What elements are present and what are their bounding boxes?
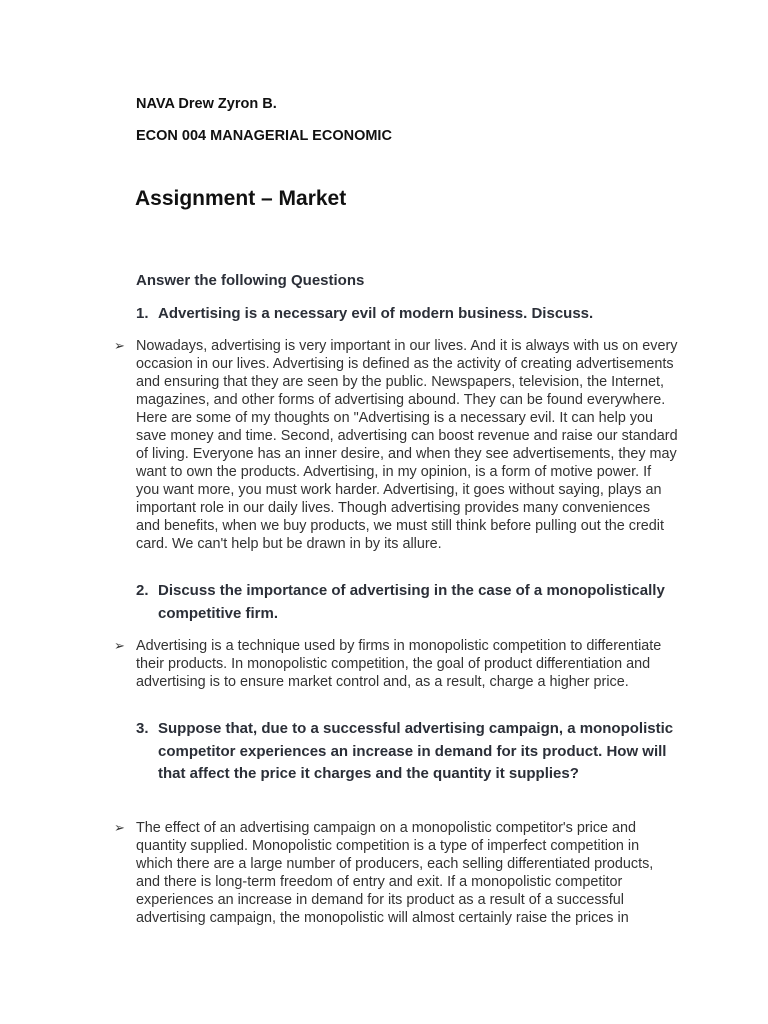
question-3: [136, 718, 676, 786]
question-text: Suppose that, due to a successful advertising campaign, a monopolistic competitor experiences an increase in demand for its product. How will that affect the price it charges and the quantity it supplies?: [158, 720, 674, 782]
instructions-heading: Answer the following Questions: [136, 272, 365, 289]
question-2: [136, 580, 676, 625]
question-number: 2.: [136, 582, 149, 599]
question-text: Advertising is a necessary evil of modern business. Discuss.: [158, 305, 594, 322]
question-1: [136, 303, 676, 326]
student-name: NAVA Drew Zyron B.: [136, 96, 277, 112]
question-number: 1.: [136, 305, 149, 322]
assignment-title: Assignment – Market: [135, 187, 347, 210]
arrow-bullet-icon: ➢: [114, 338, 125, 353]
arrow-bullet-icon: ➢: [114, 820, 125, 835]
arrow-bullet-icon: ➢: [114, 638, 125, 653]
answer-1: Nowadays, advertising is very important in our lives. And it is always with us on every occasion in our lives. Advertising is defined as the activity of creating advertisements and ensuring that they are seen by the public. Newspapers, television, the Internet, magazines, and other forms of advertising abound. They can be found everywhere. Here are some of my thoughts on "Advertising is a necessary evil. It can help you save money and time. Second, advertising can boost revenue and raise our standard of living. Everyone has an inner desire, and when they see advertisements, they may want to own the products. Advertising, in my opinion, is a form of motive power. If you want more, you must work harder. Advertising, it goes without saying, plays an important role in our daily lives. Though advertising provides many conveniences and benefits, when we buy products, we must still think before pulling out the credit card. We can't help but be drawn in by its allure.: [136, 338, 678, 552]
answer-2: Advertising is a technique used by firms in monopolistic competition to differentiate their products. In monopolistic competition, the goal of product differentiation and advertising is to ensure market control and, as a result, charge a higher price.: [136, 638, 662, 690]
question-text: Discuss the importance of advertising in the case of a monopolistically competitive firm.: [158, 582, 665, 622]
question-number: 3.: [136, 720, 149, 737]
answer-3: The effect of an advertising campaign on a monopolistic competitor's price and quantity supplied. Monopolistic competition is a type of imperfect competition in which there are a large number of producers, each selling differentiated products, and there is long-term freedom of entry and exit. If a monopolistic competitor experiences an increase in demand for its product as a result of a successful advertising campaign, the monopolistic will almost certainly raise the prices in: [136, 820, 654, 926]
course-title: ECON 004 MANAGERIAL ECONOMIC: [136, 128, 392, 144]
